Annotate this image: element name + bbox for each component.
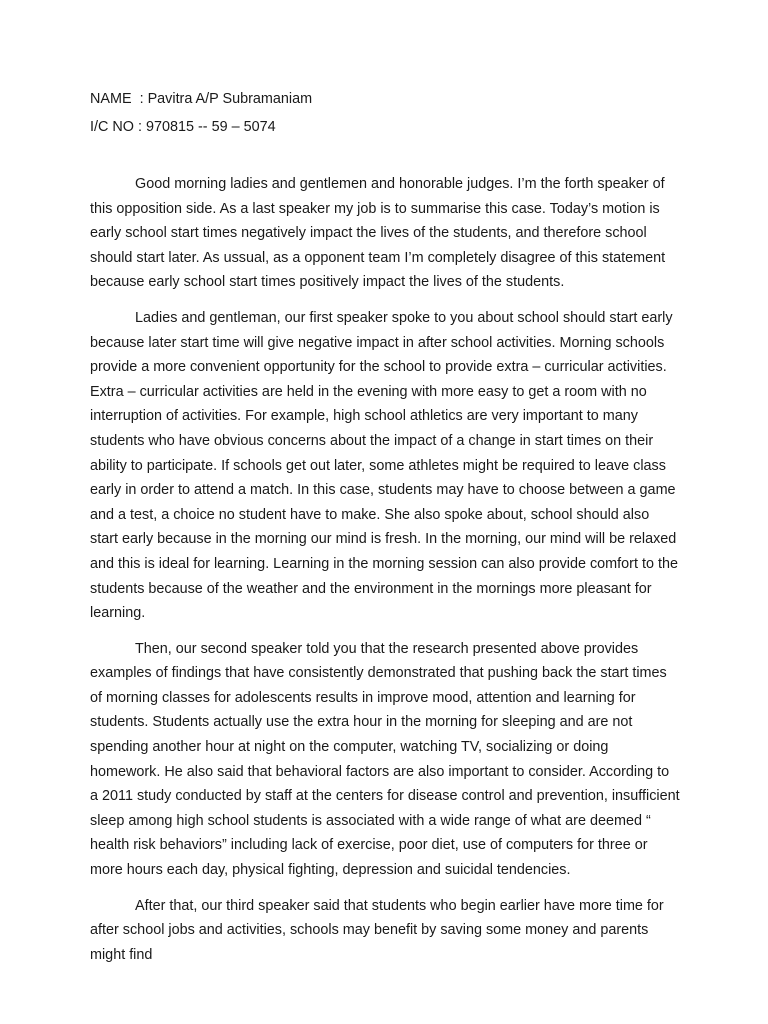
paragraph-first-speaker: Ladies and gentleman, our first speaker spoke to you about school should start early because later start time will give negative impact in after school activities. Morning schools provide a more convenient opportunity for the school to provide extra – curricular activities. Extra – curricular activities are held in the evening with more easy to get a room with no interruption of activities. For example, high school athletics are very important to many students who have obvious concerns about the impact of a change in start times on their ability to participate. If schools get out later, some athletes might be required to leave class early in order to attend a match. In this case, students may have to choose between a game and a test, a choice no student have to make. She also spoke about, school should also start early because in the morning our mind is fresh. In the morning, our mind will be relaxed and this is ideal for learning. Learning in the morning session can also provide comfort to the students because of the weather and the environment in the mornings more pleasant for learning. (90, 309, 678, 622)
paragraph-introduction: Good morning ladies and gentlemen and honorable judges. I’m the forth speaker of this opposition side. As a last speaker my job is to summarise this case. Today’s motion is early school start times negatively impact the lives of the students, and therefore school should start later. As ussual, as a opponent team I’m completely disagree of this statement because early school start times positively impact the lives of the students. (90, 176, 666, 291)
student-name-line: NAME : Pavitra A/P Subramaniam (90, 91, 313, 107)
paragraph-third-speaker: After that, our third speaker said that students who begin earlier have more time for after school jobs and activities, schools may benefit by saving some money and parents might find (90, 897, 664, 963)
ic-number-line: I/C NO : 970815 -- 59 – 5074 (90, 119, 276, 135)
paragraph-second-speaker: Then, our second speaker told you that the research presented above provides examples of findings that have consistently demonstrated that pushing back the start times of morning classes for adolescents results in improve mood, attention and learning for students. Students actually use the extra hour in the morning for sleeping and are not spending another hour at night on the computer, watching TV, socializing or doing homework. He also said that behavioral factors are also important to consider. According to a 2011 study conducted by staff at the centers for disease control and prevention, insufficient sleep among high school students is associated with a wide range of what are deemed “ health risk behaviors” including lack of exercise, poor diet, use of computers for three or more hours each day, physical fighting, depression and suicidal tendencies. (90, 640, 680, 879)
